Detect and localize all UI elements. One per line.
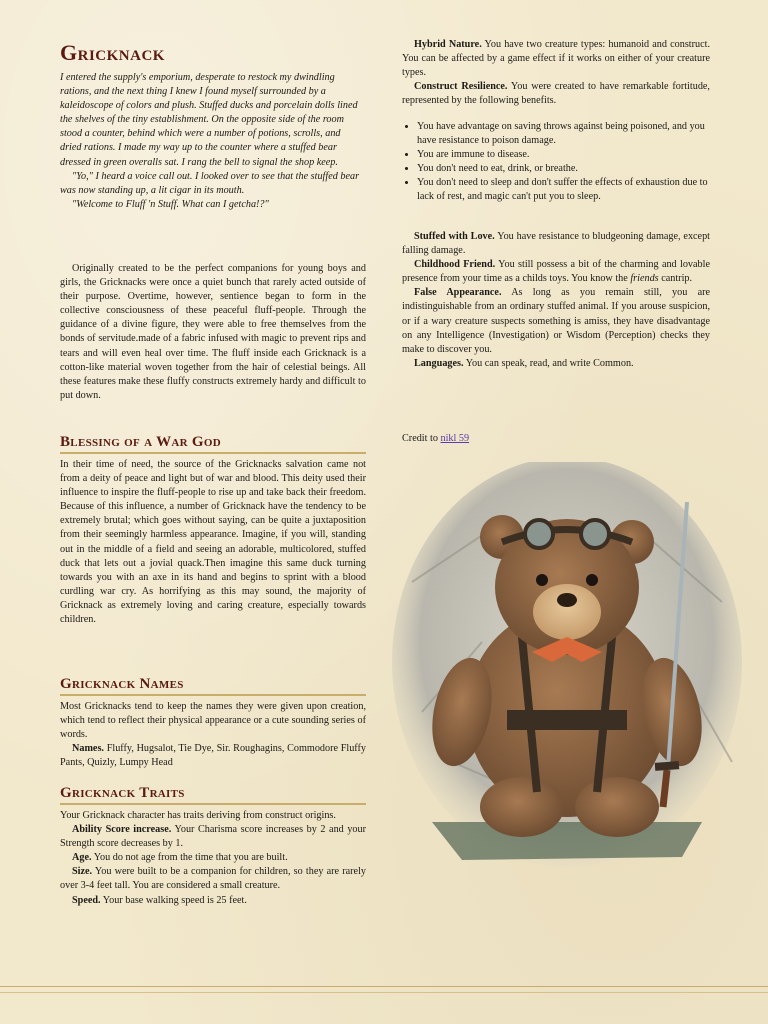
trait-childhood-friend xyxy=(402,258,710,286)
trait-size-label: Size. xyxy=(72,866,93,878)
bear-left-eye xyxy=(536,574,548,586)
trait-asi-label: Ability Score increase. xyxy=(72,824,172,836)
trait-speed-text: Your base walking speed is 25 feet. xyxy=(102,894,247,906)
trait-size-text: You were built to be a companion for children, so they are rarely over 3-4 feet tall. You are considered a small creature. xyxy=(60,866,366,892)
benefit-item: • You are immune to disease. xyxy=(417,148,710,162)
traits-heading: Gricknack Traits xyxy=(60,785,366,805)
blessing-heading: Blessing of a War God xyxy=(60,434,366,454)
page-footer-rule-secondary xyxy=(0,992,768,993)
trait-asi-text: Your Charisma score increases by 2 and your Strength score decreases by 1. xyxy=(60,824,367,850)
intro-paragraph-3: "Welcome to Fluff 'n Stuff. What can I getcha!?" xyxy=(72,198,269,210)
trait-age xyxy=(60,851,366,865)
trait-false-appearance xyxy=(402,286,710,356)
right-traits-bottom xyxy=(402,230,710,371)
names-list xyxy=(60,742,366,770)
trait-construct-label: Construct Resilience. xyxy=(414,81,508,93)
trait-childhood-cantrip: friends xyxy=(630,273,659,285)
trait-speed xyxy=(60,894,366,908)
trait-construct-resilience xyxy=(402,80,710,108)
traits-section xyxy=(60,809,366,908)
trait-languages-label: Languages. xyxy=(414,357,464,369)
bear-nose xyxy=(557,593,577,607)
trait-age-label: Age. xyxy=(72,852,92,864)
origin-section xyxy=(60,262,366,403)
origin-paragraph: Originally created to be the perfect companions for young boys and girls, the Gricknacks were once a quiet bunch that rarely acted outside of their purpose. Overtime, however, sentience began to form in the collective consciousness of these peaceful fluff-people. Through the guidance of a divine figure, they were able to free themselves from the bonds of servitude.made of a fabric infused with magic to prevent rips and tears and will even heal over time. The fluff inside each Gricknack is a cotton-like material woven together from the hair of celestial beings. All these features make these fluffy constructs extremely hardy and difficult to put down. xyxy=(60,263,366,401)
names-section xyxy=(60,700,366,770)
trait-childhood-label: Childhood Friend. xyxy=(414,259,496,271)
trait-childhood-text: You still possess a bit of the charming and lovable presence from your time as a childs toys. You know the xyxy=(402,259,710,285)
credit-link[interactable]: nikl 59 xyxy=(440,433,470,444)
bear-right-eye xyxy=(586,574,598,586)
right-traits-top xyxy=(402,38,710,108)
resilience-benefit-list xyxy=(402,120,710,205)
names-label: Names. xyxy=(72,743,104,755)
sword-hilt xyxy=(663,770,667,807)
sword-guard xyxy=(655,761,679,771)
trait-false-text: As long as you remain still, you are indistinguishable from an ordinary stuffed animal. If you arouse suspicion, or if a wary creature suspects something is amiss, they have disadvantage on any Intelligence (Investigation) or Wisdom (Perception) checks they make to discover you. xyxy=(402,287,711,355)
trait-stuffed-with-love xyxy=(402,230,710,258)
trait-ability-score xyxy=(60,823,366,851)
trait-speed-label: Speed. xyxy=(72,894,101,906)
intro-flavor-text xyxy=(60,71,360,212)
ground-rubble xyxy=(432,822,702,860)
teddy-bear-illustration xyxy=(392,462,742,870)
intro-paragraph-1: I entered the supply's emporium, desperate to restock my dwindling rations, and the next thing I knew I found myself surrounded by a kaleidoscope of colors and plush. Stuffed ducks and porcelain dolls lined the shelves of the tiny establishment. On the opposite side of the room stood a counter, behind which were a number of potions, scrolls, and dried rations. I made my way up to the counter where a stuffed bear dressed in green overalls sat. I rang the bell to signal the shop keep. xyxy=(60,72,358,168)
benefit-item: • You don't need to eat, drink, or breathe. xyxy=(417,162,710,176)
art-credit xyxy=(402,433,710,444)
benefit-item: • You don't need to sleep and don't suffer the effects of exhaustion due to lack of rest, and magic can't put you to sleep. xyxy=(417,176,710,204)
trait-construct-text: You were created to have remarkable fortitude, represented by the following benefits. xyxy=(402,81,710,107)
trait-hybrid-text: You have two creature types: humanoid and construct. You can be affected by a game effect if it works on either of your creature types. xyxy=(402,39,711,79)
names-values: Fluffy, Hugsalot, Tie Dye, Sir. Roughagins, Commodore Fluffy Pants, Quizly, Lumpy Head xyxy=(60,743,367,769)
blessing-section xyxy=(60,458,366,627)
trait-hybrid-nature xyxy=(402,38,710,80)
page-title: Gricknack xyxy=(60,40,165,65)
traits-intro: Your Gricknack character has traits deriving from construct origins. xyxy=(60,810,336,821)
trait-hybrid-label: Hybrid Nature. xyxy=(414,39,482,50)
trait-stuffed-text: You have resistance to bludgeoning damage, except falling damage. xyxy=(402,231,711,257)
trait-age-text: You do not age from the time that you are built. xyxy=(93,852,288,864)
page-footer-rule xyxy=(0,986,768,987)
bear-left-leg xyxy=(480,777,564,837)
trait-languages xyxy=(402,357,710,371)
trait-languages-text: You can speak, read, and write Common. xyxy=(465,357,634,369)
trait-stuffed-label: Stuffed with Love. xyxy=(414,231,495,242)
credit-prefix: Credit to xyxy=(402,433,438,444)
intro-paragraph-2: "Yo," I heard a voice call out. I looked over to see that the stuffed bear was now standing up, a lit cigar in its mouth. xyxy=(60,170,360,196)
goggle-right-lens xyxy=(581,520,609,548)
trait-childhood-tail: cantrip. xyxy=(661,273,693,285)
bear-right-leg xyxy=(575,777,659,837)
trait-size xyxy=(60,865,366,893)
bear-muzzle xyxy=(533,584,601,640)
benefit-item: • You have advantage on saving throws against being poisoned, and you have resistance to poison damage. xyxy=(417,120,710,148)
goggle-left-lens xyxy=(525,520,553,548)
names-heading: Gricknack Names xyxy=(60,676,366,696)
trait-false-label: False Appearance. xyxy=(414,287,502,299)
bear-belt xyxy=(507,710,627,730)
blessing-paragraph: In their time of need, the source of the Gricknacks salvation came not from a deity of peace and light but of war and blood. This deity used their influence to inspire the fluff-people to rise up and take back their freedom. Because of this influence, a number of Gricknack have the tendency to be extremely brutal; which goes without saying, can be quite a juxtaposition from their seemingly harmless appearance. Imagine, if you will, standing out in the middle of a field and seeing an adorable, multicolored, stuffed duck that lets out a jovial quack.Then imagine this same duck turning towards you with an axe in its hand and begins to sprint with a blood curdling war cry. As horrifying as this may sound, the majority of Gricknack as extremely loving and caring creature, especially towards children. xyxy=(60,459,366,626)
names-paragraph: Most Gricknacks tend to keep the names they were given upon creation, which tend to reflect their physical appearance or a cute sounding series of words. xyxy=(60,701,366,741)
